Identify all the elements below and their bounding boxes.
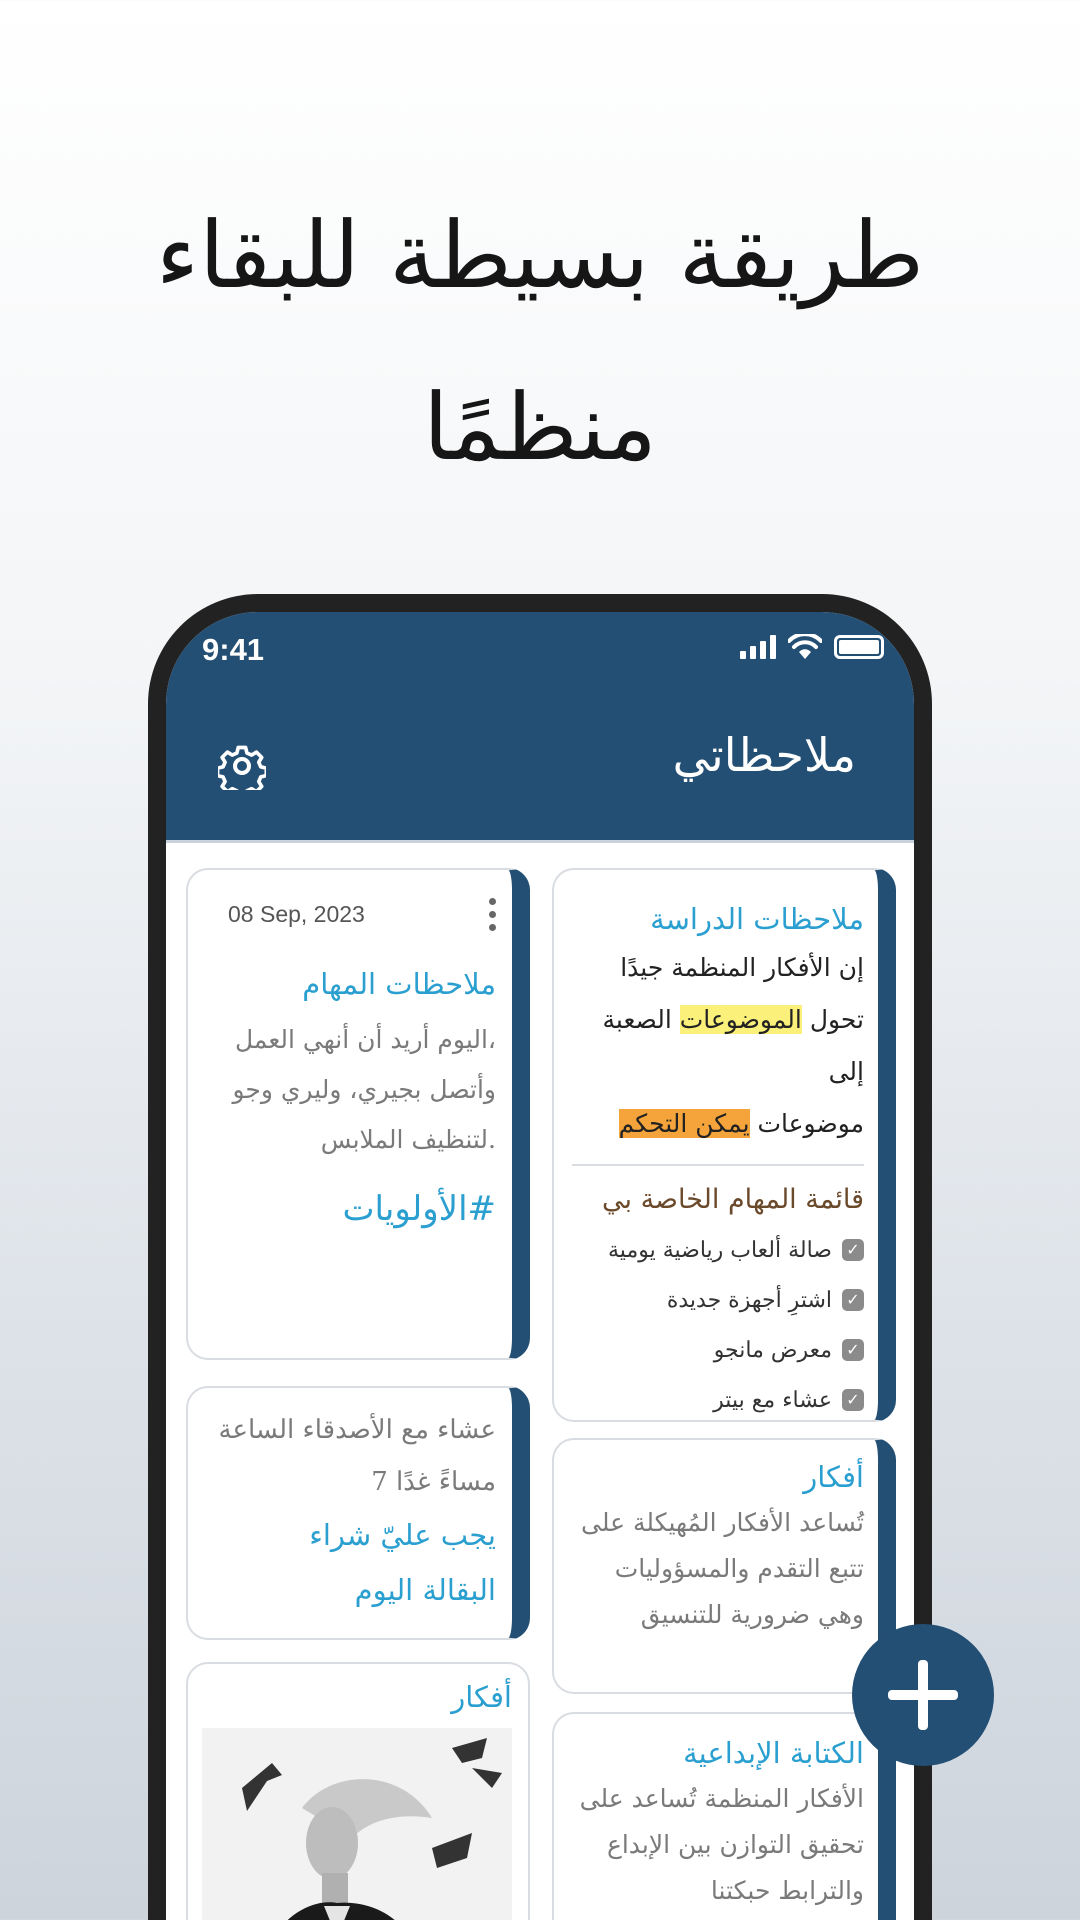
status-icons [740, 634, 884, 660]
note-line: إن الأفكار المنظمة جيدًا [620, 953, 864, 982]
note-body [572, 942, 864, 1150]
checkbox-checked-icon[interactable]: ✓ [842, 1339, 864, 1361]
note-body: عشاء مع الأصدقاء الساعة مساءً غدًا 7 [218, 1415, 496, 1497]
note-line: تحول الموضوعات الصعبة إلى [602, 1005, 864, 1086]
note-tag[interactable]: #الأولويات [342, 1189, 496, 1229]
checkbox-checked-icon[interactable]: ✓ [842, 1239, 864, 1261]
note-title: أفكار [803, 1460, 864, 1494]
checkbox-checked-icon[interactable]: ✓ [842, 1289, 864, 1311]
note-card-study[interactable] [552, 868, 896, 1422]
phone-frame [148, 594, 932, 1920]
checkbox-checked-icon[interactable]: ✓ [842, 1389, 864, 1411]
note-title: أفكار [451, 1680, 512, 1714]
add-note-button[interactable] [852, 1624, 994, 1766]
note-title: ملاحظات المهام [302, 967, 496, 1001]
more-options-icon[interactable] [489, 898, 496, 931]
todo-item[interactable]: ✓ صالة ألعاب رياضية يومية [572, 1225, 864, 1275]
status-time: 9:41 [202, 632, 265, 667]
note-card-creative[interactable] [552, 1712, 896, 1920]
todo-list [572, 1225, 864, 1422]
note-body: ،اليوم أريد أن أنهي العمل وأتصل بجيري، وليري وجو .لتنظيف الملابس [232, 1025, 496, 1154]
note-card-ideas[interactable] [552, 1438, 896, 1694]
app-screen [166, 612, 914, 1920]
gear-icon[interactable] [218, 742, 266, 790]
battery-icon [834, 635, 884, 659]
note-line: موضوعات يمكن التحكم [618, 1109, 864, 1138]
app-title: ملاحظاتي [672, 728, 856, 782]
todo-item[interactable]: ✓ اشترِ أجهزة جديدة [572, 1275, 864, 1325]
app-bar [166, 612, 914, 840]
todo-title: قائمة المهام الخاصة بي [601, 1184, 864, 1215]
note-highlight: يجب عليّ شراء البقالة اليوم [309, 1518, 496, 1607]
wifi-icon [788, 634, 822, 660]
note-title: الكتابة الإبداعية [683, 1736, 864, 1770]
headline: طريقة بسيطة للبقاء منظمًا [155, 202, 925, 481]
todo-item[interactable]: ✓ عشاء مع بيتر [572, 1375, 864, 1422]
note-card-dinner[interactable] [186, 1386, 530, 1640]
note-card-ideas-image[interactable] [186, 1662, 530, 1920]
todo-item[interactable]: ✓ معرض مانجو [572, 1325, 864, 1375]
app-bar-divider [166, 840, 914, 843]
note-card-tasks[interactable] [186, 868, 530, 1360]
note-image [202, 1728, 512, 1920]
note-divider [572, 1164, 864, 1166]
signal-icon [740, 635, 776, 659]
note-title: ملاحظات الدراسة [650, 902, 864, 936]
note-body: الأفكار المنظمة تُساعد على تحقيق التوازن بين الإبداع والترابط حبكتنا [579, 1784, 864, 1905]
note-body: تُساعد الأفكار المُهيكلة على تتبع التقدم والمسؤوليات وهي ضرورية للتنسيق [580, 1508, 864, 1629]
note-date: 08 Sep, 2023 [228, 901, 365, 927]
note-header [204, 898, 496, 931]
